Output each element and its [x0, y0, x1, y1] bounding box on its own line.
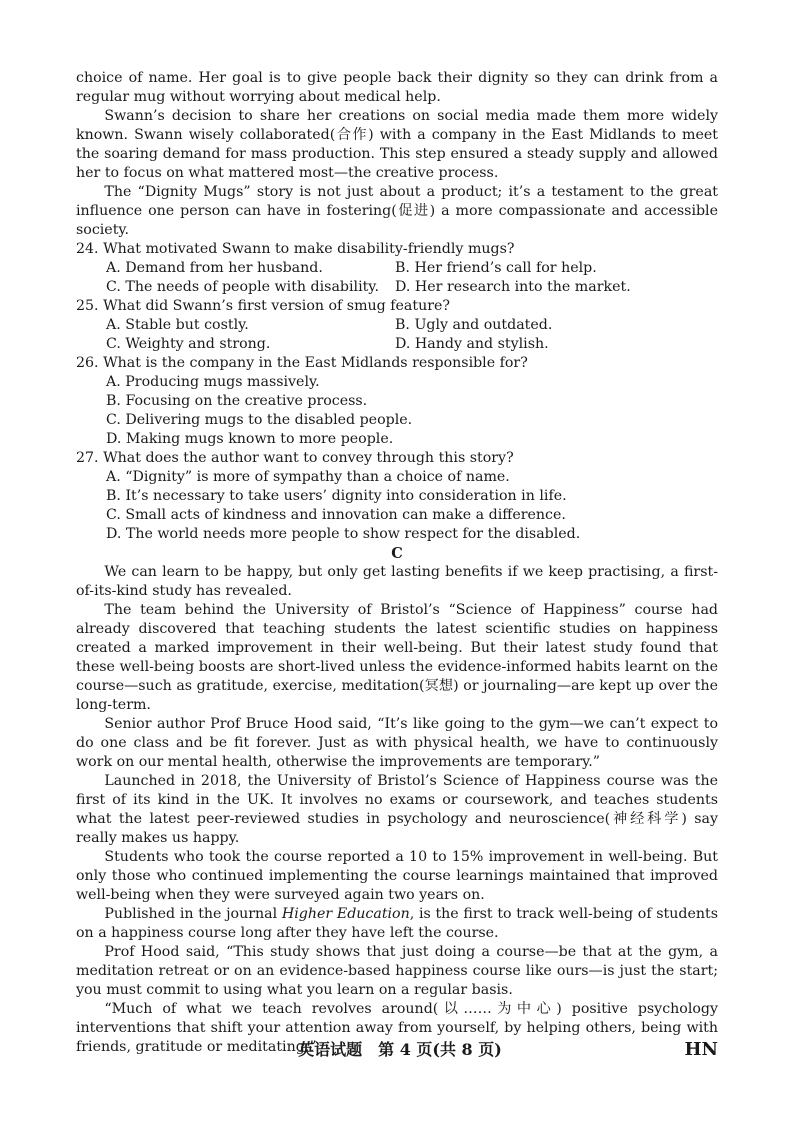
option-d: D. Her research into the market.: [395, 279, 631, 295]
option-a: A. “Dignity” is more of sympathy than a choice of name.: [106, 469, 510, 485]
option-a: A. Producing mugs massively.: [106, 374, 320, 390]
passage-c-paragraph: Prof Hood said, “This study shows that just doing a course—be that at the gym, a meditation retreat or on an evidence-based happiness course like ours—is just the start; you must commit to using what you learn on a regular basis.: [76, 944, 718, 998]
option-d: D. The world needs more people to show respect for the disabled.: [106, 526, 581, 542]
option-c: C. The needs of people with disability.: [106, 279, 379, 295]
section-c-heading: C: [391, 545, 403, 562]
passage-c-journal-paragraph: [76, 905, 718, 943]
passage-b-paragraph: choice of name. Her goal is to give people back their dignity so they can drink from a regular mug without worrying about medical help.: [76, 70, 718, 105]
option-d: D. Making mugs known to more people.: [106, 431, 394, 447]
passage-b-paragraph: The “Dignity Mugs” story is not just about a product; it’s a testament to the great influence one person can have in fostering(促进) a more compassionate and accessible society.: [76, 184, 718, 238]
journal-para-after: , is the first to track well-being of students on a happiness course long after they have left the course.: [76, 906, 718, 941]
option-d: D. Handy and stylish.: [395, 336, 549, 352]
page-footer: [0, 1038, 800, 1062]
option-a: A. Demand from her husband.: [106, 260, 323, 276]
footer-page-info: 英语试题 第 4 页(共 8 页): [298, 1040, 502, 1059]
option-c: C. Delivering mugs to the disabled people.: [106, 412, 413, 428]
question-24-stem: 24. What motivated Swann to make disability-friendly mugs?: [76, 241, 515, 257]
passage-c-paragraph: “Much of what we teach revolves around(以……为中心) positive psychology interventions that shift your attention away from yourself, by helping others, being with friends, gratitude or meditating.”: [76, 1001, 718, 1055]
option-b: B. Her friend’s call for help.: [395, 260, 597, 276]
question-25-options-row: [76, 316, 718, 335]
question-26-stem: 26. What is the company in the East Midlands responsible for?: [76, 355, 528, 371]
passage-c-paragraph: We can learn to be happy, but only get lasting benefits if we keep practising, a first-of-its-kind study has revealed.: [76, 564, 718, 599]
question-24-options-row: [76, 278, 718, 297]
question-24-options-row: [76, 259, 718, 278]
option-b: B. It’s necessary to take users’ dignity into consideration in life.: [106, 488, 567, 504]
option-b: B. Ugly and outdated.: [395, 317, 553, 333]
journal-title: Higher Education: [281, 906, 410, 922]
passage-c-paragraph: Senior author Prof Bruce Hood said, “It’s like going to the gym—we can’t expect to do one class and be fit forever. Just as with physical health, we have to continuously work on our mental health, otherwise the improvements are temporary.”: [76, 716, 718, 770]
option-b: B. Focusing on the creative process.: [106, 393, 368, 409]
passage-c-paragraph: Students who took the course reported a 10 to 15% improvement in well-being. But only those who continued implementing the course learnings maintained that improved well-being when they were surveyed again two years on.: [76, 849, 718, 903]
page-content: [76, 69, 718, 1057]
option-c: C. Weighty and strong.: [106, 336, 271, 352]
question-25-options-row: [76, 335, 718, 354]
question-27-stem: 27. What does the author want to convey through this story?: [76, 450, 514, 466]
passage-b-paragraph: Swann’s decision to share her creations on social media made them more widely known. Swann wisely collaborated(合作) with a company in the East Midlands to meet the soaring demand for mass production. This step ensured a steady supply and allowed her to focus on what mattered most—the creative process.: [76, 108, 718, 181]
question-27-options: [76, 468, 718, 544]
journal-para-before: Published in the journal: [104, 906, 282, 922]
passage-c-paragraph: Launched in 2018, the University of Bristol’s Science of Happiness course was the first of its kind in the UK. It involves no exams or coursework, and teaches students what the latest peer-reviewed studies in psychology and neuroscience(神经科学) say really makes us happy.: [76, 773, 718, 846]
option-a: A. Stable but costly.: [106, 317, 249, 333]
question-26-options: [76, 373, 718, 449]
footer-region-code: HN: [684, 1039, 718, 1060]
question-25-stem: 25. What did Swann’s first version of smug feature?: [76, 298, 451, 314]
option-c: C. Small acts of kindness and innovation can make a difference.: [106, 507, 566, 523]
passage-c-paragraph: The team behind the University of Bristol’s “Science of Happiness” course had already discovered that teaching students the latest scientific studies on happiness created a marked improvement in their well-being. But their latest study found that these well-being boosts are short-lived unless the evidence-informed habits learnt on the course—such as gratitude, exercise, meditation(冥想) or journaling—are kept up over the long-term.: [76, 602, 718, 713]
